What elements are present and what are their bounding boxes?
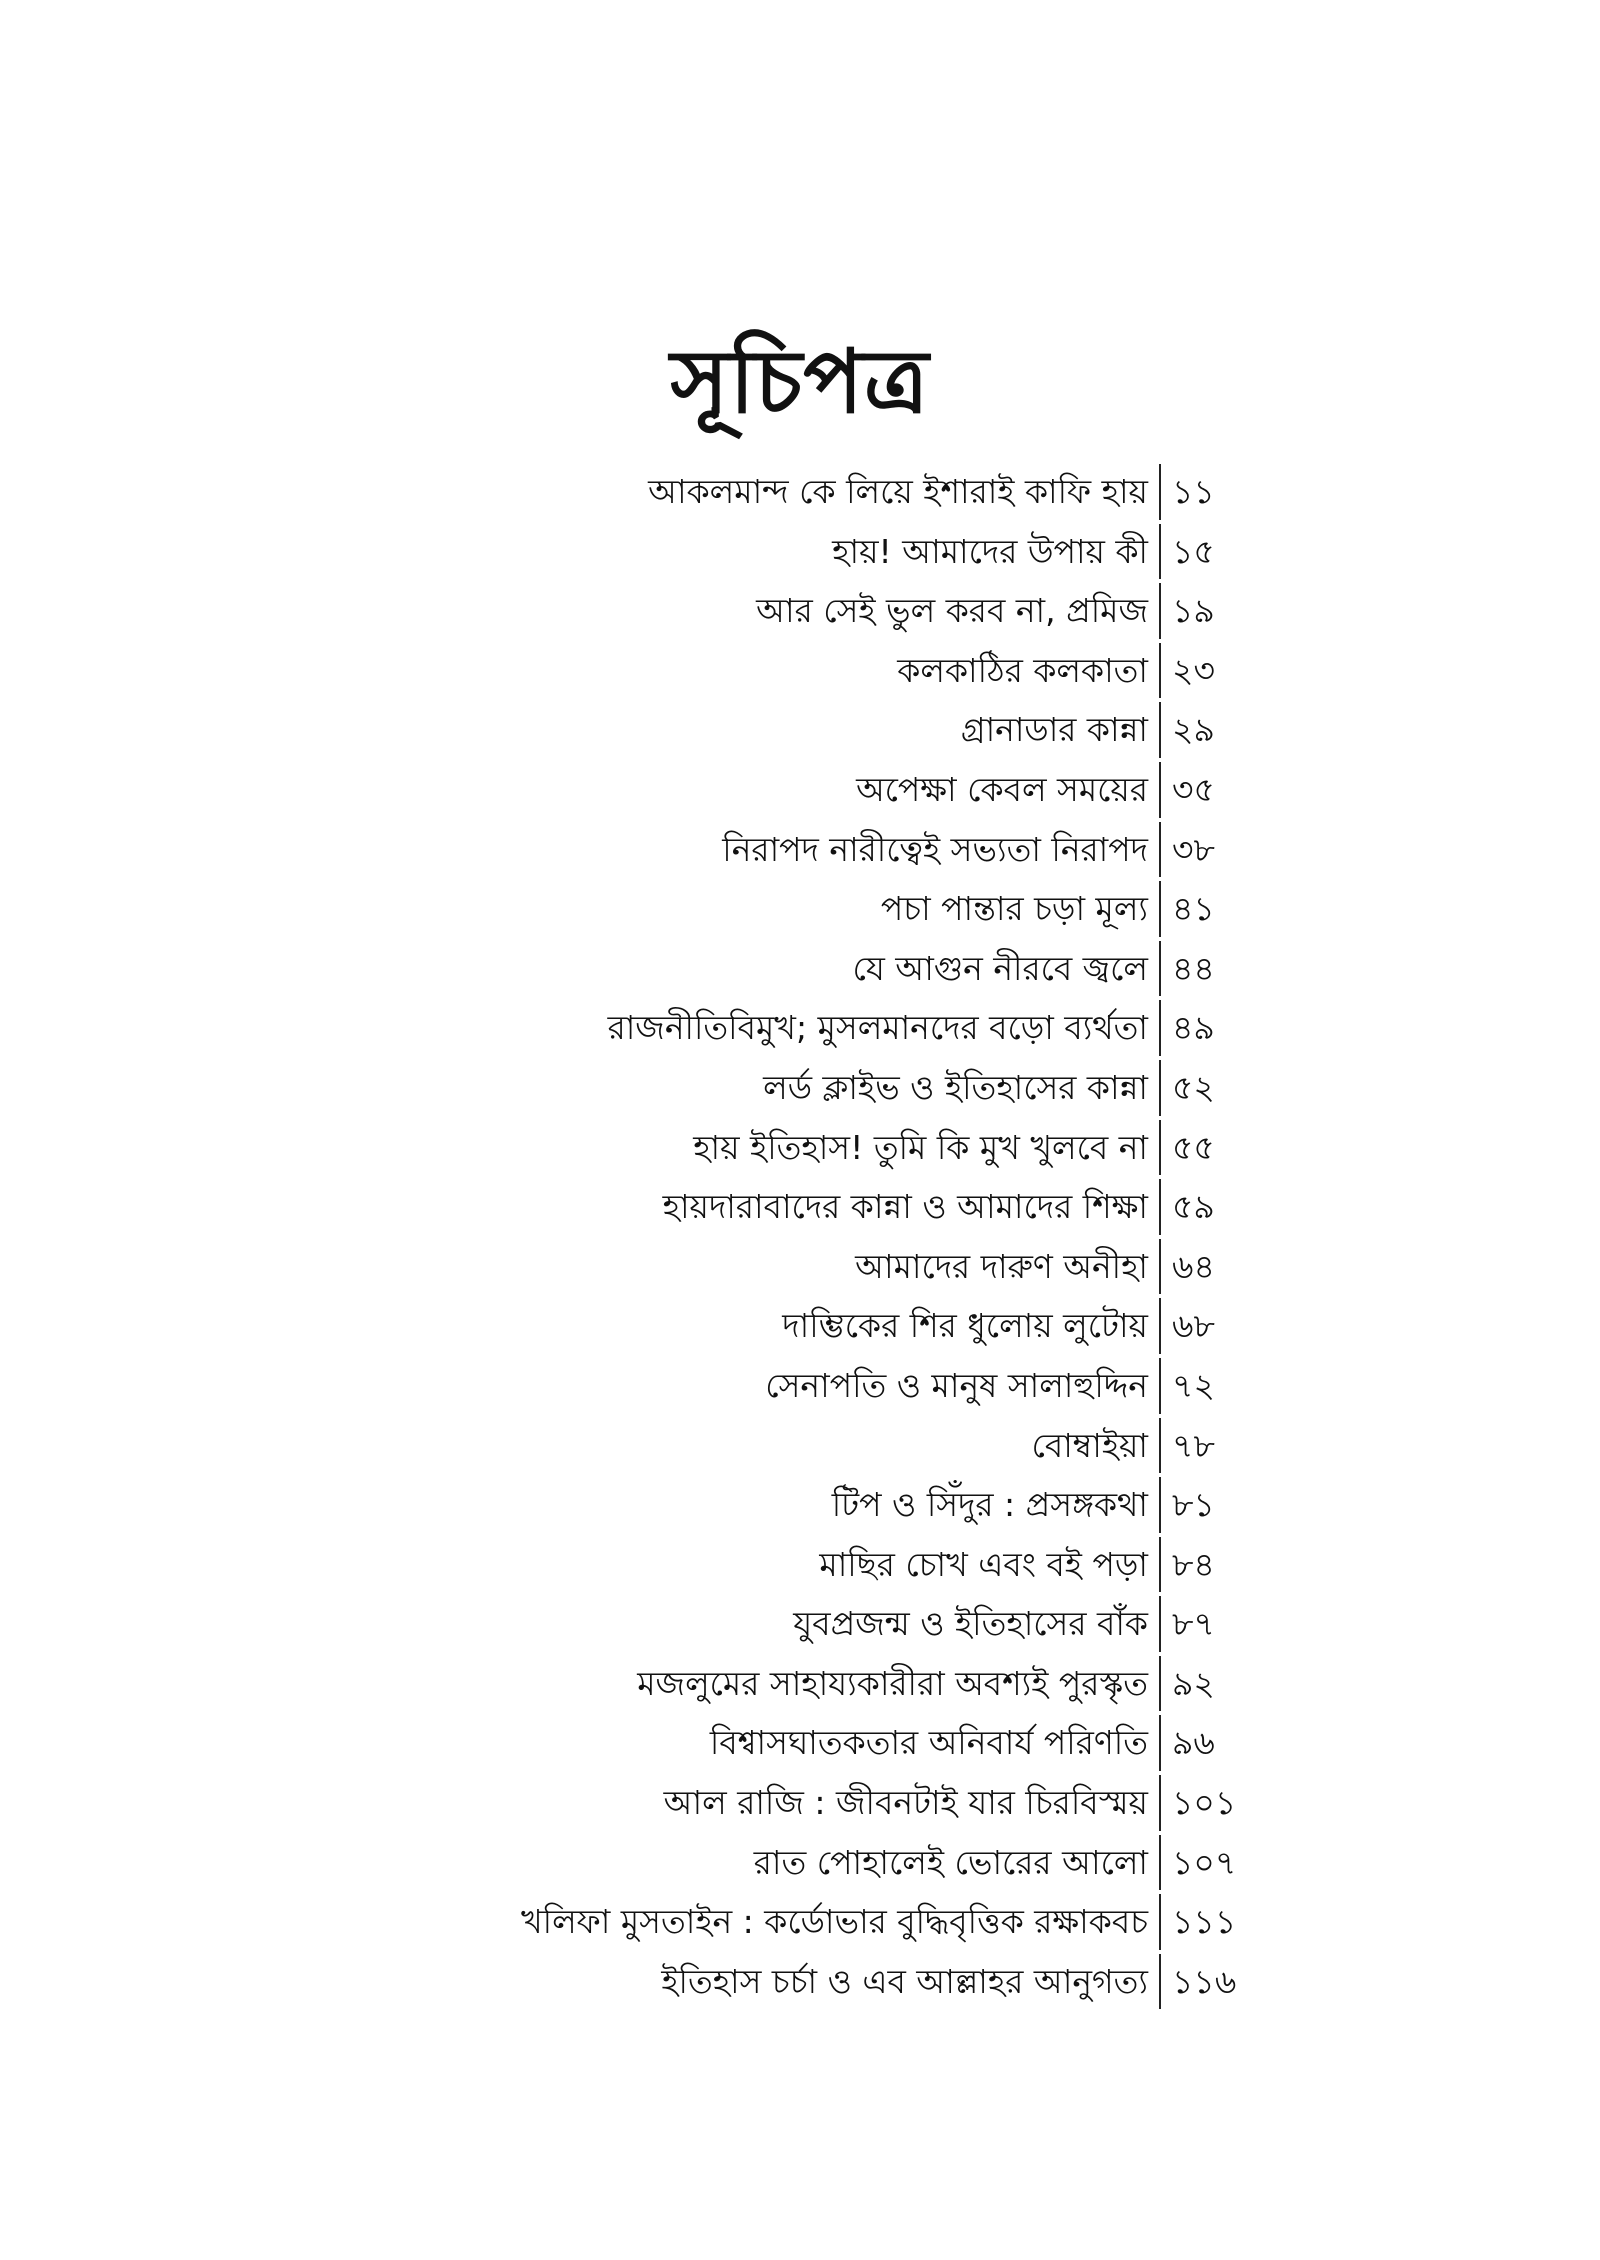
toc-entry-title: হায় ইতিহাস! তুমি কি মুখ খুলবে না	[693, 1127, 1148, 1167]
toc-entry-page-number: ৩৮	[1172, 829, 1215, 869]
toc-entry	[0, 1237, 1600, 1297]
toc-entry	[0, 522, 1600, 582]
toc-divider	[1159, 1358, 1161, 1414]
toc-entry	[0, 581, 1600, 641]
toc-entry	[0, 1654, 1600, 1714]
toc-entry	[0, 1416, 1600, 1476]
toc-divider	[1159, 524, 1161, 580]
toc-entry-title: লর্ড ক্লাইভ ও ইতিহাসের কান্না	[763, 1067, 1148, 1107]
toc-divider	[1159, 1835, 1161, 1891]
toc-entry-title: পচা পান্তার চড়া মূল্য	[880, 889, 1148, 929]
toc-entry	[0, 1296, 1600, 1356]
toc-entry-page-number: ৮৪	[1172, 1544, 1215, 1584]
toc-divider	[1159, 643, 1161, 699]
toc-entry-title: হায়দারাবাদের কান্না ও আমাদের শিক্ষা	[662, 1187, 1148, 1227]
toc-entry-title: বিশ্বাসঘাতকতার অনিবার্য পরিণতি	[709, 1723, 1148, 1763]
toc-entry-page-number: ৪৯	[1172, 1008, 1215, 1048]
toc-entry-title: যে আগুন নীরবে জ্বলে	[852, 948, 1148, 988]
toc-entry-page-number: ২৯	[1172, 710, 1215, 750]
toc-entry	[0, 1475, 1600, 1535]
toc-entry-page-number: ১১৬	[1172, 1961, 1237, 2001]
toc-entry-title: মাছির চোখ এবং বই পড়া	[819, 1544, 1148, 1584]
toc-entry-title: বোম্বাইয়া	[1031, 1425, 1148, 1465]
toc-entry-page-number: ৮৭	[1172, 1604, 1215, 1644]
toc-entry-title: টিপ ও সিঁদুর : প্রসঙ্গকথা	[831, 1485, 1148, 1525]
toc-entry	[0, 1892, 1600, 1952]
toc-divider	[1159, 1775, 1161, 1831]
toc-entry	[0, 820, 1600, 880]
toc-divider	[1159, 1239, 1161, 1295]
toc-entry	[0, 1833, 1600, 1893]
toc-divider	[1159, 1715, 1161, 1771]
toc-entry-page-number: ৩৫	[1172, 769, 1215, 809]
toc-entry-page-number: ৭৮	[1172, 1425, 1215, 1465]
toc-entry-page-number: ৯৬	[1172, 1723, 1215, 1763]
toc-entry	[0, 1713, 1600, 1773]
toc-divider	[1159, 1537, 1161, 1593]
toc-entry-page-number: ৪১	[1172, 889, 1215, 929]
toc-entry-title: অপেক্ষা কেবল সময়ের	[856, 769, 1148, 809]
toc-entry-page-number: ১৫	[1172, 531, 1215, 571]
toc-divider	[1159, 1120, 1161, 1176]
table-of-contents	[0, 462, 1600, 2011]
toc-entry-page-number: ৭২	[1172, 1365, 1215, 1405]
toc-entry-title: খলিফা মুসতাইন : কর্ডোভার বুদ্ধিবৃত্তিক রক্ষাকবচ	[520, 1902, 1148, 1942]
toc-entry-page-number: ৬৮	[1172, 1306, 1215, 1346]
toc-entry	[0, 1535, 1600, 1595]
toc-divider	[1159, 822, 1161, 878]
toc-entry	[0, 1118, 1600, 1178]
toc-entry-title: আর সেই ভুল করব না, প্রমিজ	[756, 591, 1148, 631]
toc-entry-page-number: ৫৯	[1172, 1187, 1215, 1227]
toc-entry-title: কলকাঠির কলকাতা	[897, 650, 1148, 690]
toc-divider	[1159, 1596, 1161, 1652]
toc-divider	[1159, 1179, 1161, 1235]
toc-entry-page-number: ৯২	[1172, 1663, 1215, 1703]
toc-divider	[1159, 583, 1161, 639]
toc-entry	[0, 998, 1600, 1058]
toc-entry	[0, 1356, 1600, 1416]
toc-entry-page-number: ১১১	[1172, 1902, 1237, 1942]
toc-entry-title: রাজনীতিবিমুখ; মুসলমানদের বড়ো ব্যর্থতা	[607, 1008, 1148, 1048]
toc-entry-title: সেনাপতি ও মানুষ সালাহুদ্দিন	[765, 1365, 1148, 1405]
toc-entry	[0, 1952, 1600, 2012]
toc-entry	[0, 879, 1600, 939]
toc-divider	[1159, 1000, 1161, 1056]
toc-divider	[1159, 1418, 1161, 1474]
toc-divider	[1159, 464, 1161, 520]
toc-entry-title: হায়! আমাদের উপায় কী	[832, 531, 1148, 571]
toc-entry	[0, 462, 1600, 522]
toc-divider	[1159, 1656, 1161, 1712]
toc-entry	[0, 939, 1600, 999]
toc-entry	[0, 1594, 1600, 1654]
toc-divider	[1159, 941, 1161, 997]
toc-entry-title: মজলুমের সাহায্যকারীরা অবশ্যই পুরস্কৃত	[637, 1663, 1148, 1703]
toc-entry	[0, 1058, 1600, 1118]
toc-entry-title: আমাদের দারুণ অনীহা	[855, 1246, 1148, 1286]
toc-entry	[0, 760, 1600, 820]
toc-entry-page-number: ৬৪	[1172, 1246, 1215, 1286]
toc-entry	[0, 1773, 1600, 1833]
toc-entry-title: গ্রানাডার কান্না	[960, 710, 1148, 750]
toc-divider	[1159, 1477, 1161, 1533]
toc-entry-page-number: ৪৪	[1172, 948, 1215, 988]
toc-entry-page-number: ১৯	[1172, 591, 1215, 631]
toc-divider	[1159, 702, 1161, 758]
toc-divider	[1159, 1894, 1161, 1950]
toc-entry-page-number: ৮১	[1172, 1485, 1215, 1525]
toc-entry-page-number: ২৩	[1172, 650, 1215, 690]
toc-entry-title: নিরাপদ নারীত্বেই সভ্যতা নিরাপদ	[722, 829, 1148, 869]
toc-divider	[1159, 1060, 1161, 1116]
toc-entry-page-number: ১০৭	[1172, 1842, 1237, 1882]
toc-entry	[0, 700, 1600, 760]
page-title: সূচিপত্র	[670, 329, 930, 433]
toc-divider	[1159, 762, 1161, 818]
toc-divider	[1159, 1298, 1161, 1354]
toc-entry-title: ইতিহাস চর্চা ও এব আল্লাহর আনুগত্য	[661, 1961, 1148, 2001]
toc-entry-title: রাত পোহালেই ভোরের আলো	[753, 1842, 1148, 1882]
toc-entry-title: যুবপ্রজন্ম ও ইতিহাসের বাঁক	[793, 1604, 1148, 1644]
toc-entry-title: আল রাজি : জীবনটাই যার চিরবিস্ময়	[663, 1783, 1148, 1823]
toc-entry-title: দাম্ভিকের শির ধুলোয় লুটোয়	[782, 1306, 1148, 1346]
toc-entry-page-number: ১১	[1172, 472, 1215, 511]
toc-entry-page-number: ১০১	[1172, 1783, 1237, 1823]
toc-divider	[1159, 1954, 1161, 2010]
toc-entry	[0, 641, 1600, 701]
toc-entry-page-number: ৫২	[1172, 1067, 1215, 1107]
toc-entry-title: আকলমান্দ কে লিয়ে ইশারাই কাফি হায়	[648, 472, 1148, 511]
toc-entry	[0, 1177, 1600, 1237]
toc-entry-page-number: ৫৫	[1172, 1127, 1215, 1167]
toc-divider	[1159, 881, 1161, 937]
